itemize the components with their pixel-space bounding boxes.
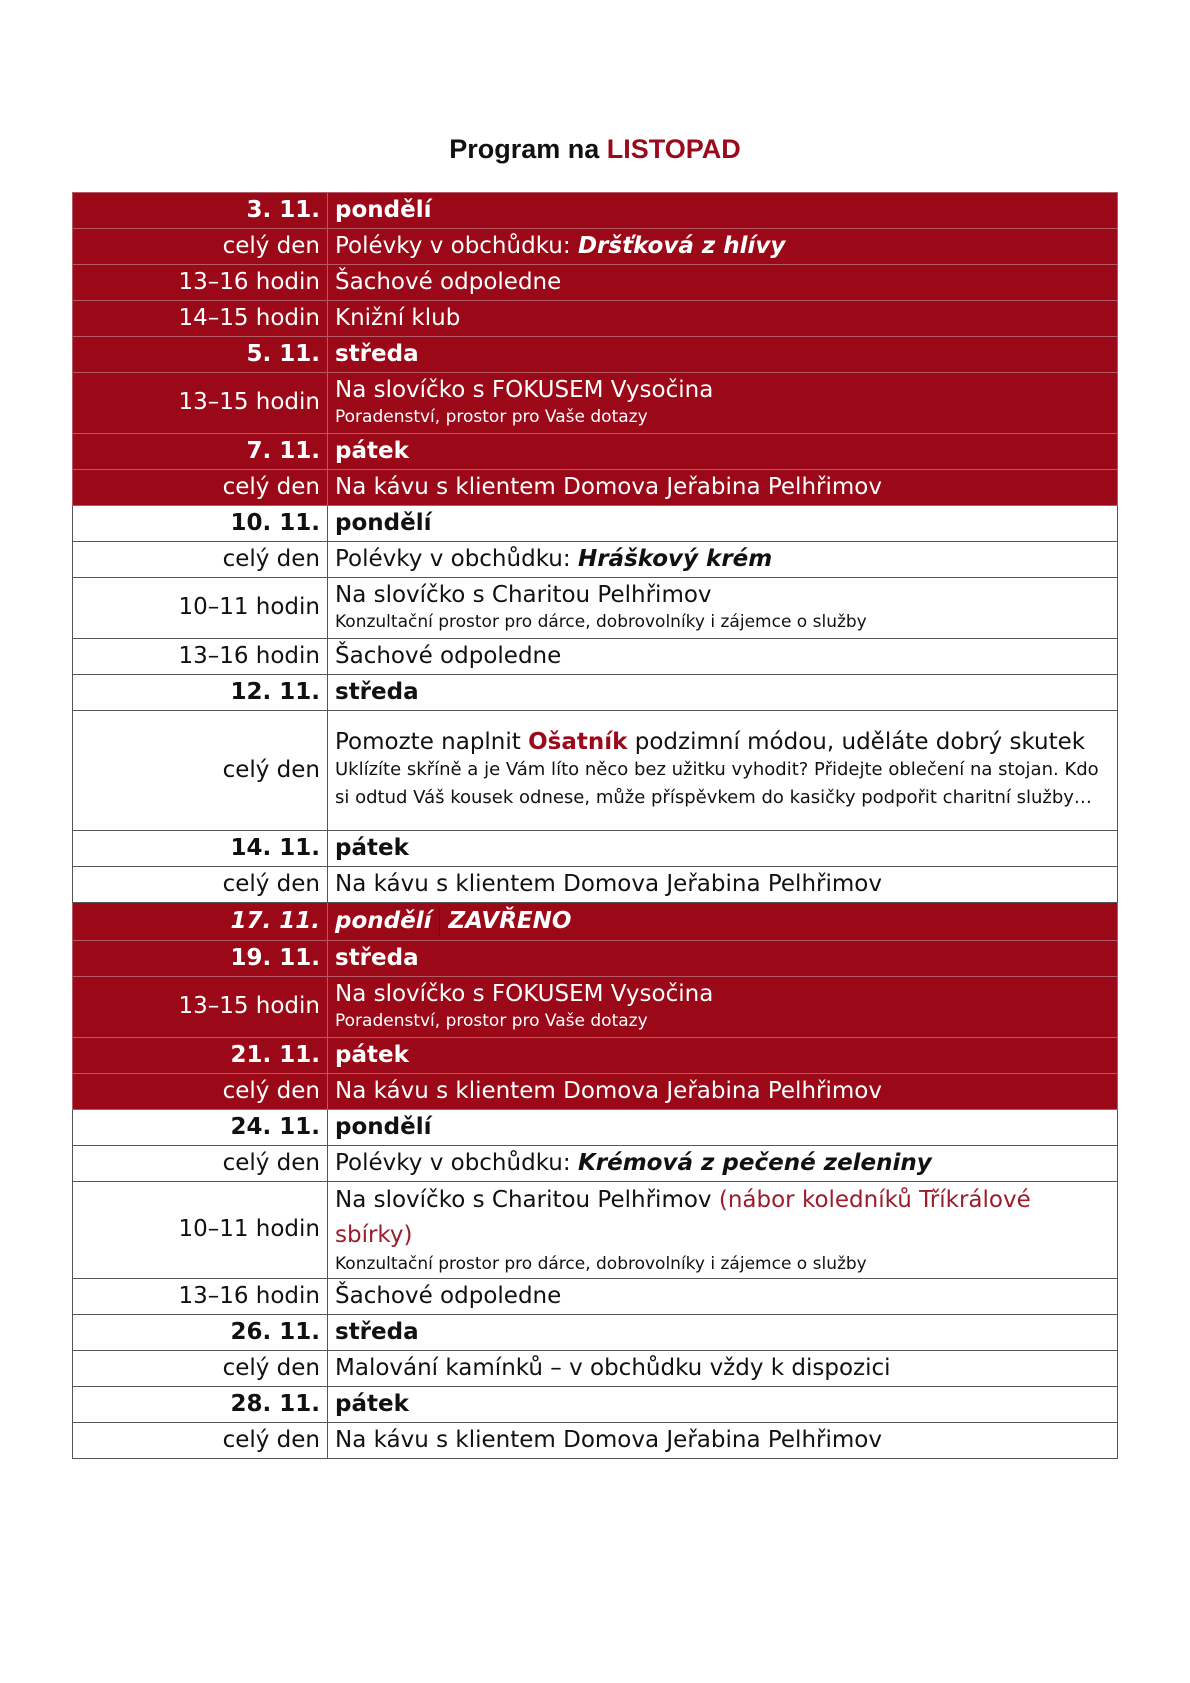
page-title: [0, 134, 1190, 165]
event-cell: [328, 977, 1118, 1038]
table-row-event: [73, 1146, 1118, 1182]
date-cell: 10. 11.: [73, 506, 328, 542]
brand-name: Ošatník: [528, 728, 628, 755]
weekday-cell: [328, 903, 1118, 941]
table-row-day-header: [73, 193, 1118, 229]
time-cell: celý den: [73, 542, 328, 578]
event-title: Na slovíčko s FOKUSEM Vysočina: [335, 377, 714, 403]
program-table: [72, 192, 1118, 1459]
weekday-cell: středa: [328, 675, 1118, 711]
event-prefix: Polévky v obchůdku:: [335, 1149, 571, 1176]
time-cell: 13–15 hodin: [73, 373, 328, 434]
table-row-day-header: [73, 1315, 1118, 1351]
date-cell: 28. 11.: [73, 1387, 328, 1423]
event-title: Na slovíčko s FOKUSEM Vysočina: [335, 981, 714, 1007]
weekday-cell: středa: [328, 941, 1118, 977]
weekday-cell: pondělí: [328, 193, 1118, 229]
table-row-event: [73, 711, 1118, 831]
weekday-cell: pátek: [328, 831, 1118, 867]
time-cell: celý den: [73, 470, 328, 506]
table-row-event: [73, 1182, 1118, 1279]
table-row-day-header: [73, 434, 1118, 470]
event-cell: [328, 229, 1118, 265]
event-highlight: (nábor koledníků Tříkrálové sbírky): [335, 1187, 1031, 1248]
time-cell: celý den: [73, 867, 328, 903]
event-cell: Knižní klub: [328, 301, 1118, 337]
time-cell: 13–16 hodin: [73, 639, 328, 675]
event-cell: [328, 578, 1118, 639]
event-cell: Na kávu s klientem Domova Jeřabina Pelhřimov: [328, 1423, 1118, 1459]
event-cell: [328, 542, 1118, 578]
event-text-after: podzimní módou, uděláte dobrý skutek: [634, 728, 1086, 755]
date-cell: 12. 11.: [73, 675, 328, 711]
event-cell: [328, 1146, 1118, 1182]
closed-status: ZAVŘENO: [448, 907, 572, 934]
table-row-day-header: [73, 337, 1118, 373]
date-cell: 14. 11.: [73, 831, 328, 867]
table-row-event: [73, 265, 1118, 301]
time-cell: celý den: [73, 1351, 328, 1387]
soup-name: Krémová z pečené zeleniny: [577, 1149, 932, 1176]
date-cell: 7. 11.: [73, 434, 328, 470]
time-cell: 13–15 hodin: [73, 977, 328, 1038]
time-cell: 10–11 hodin: [73, 578, 328, 639]
event-subtitle: Konzultační prostor pro dárce, dobrovolníky i zájemce o služby: [335, 611, 867, 632]
event-cell: [328, 373, 1118, 434]
table-row-day-header: [73, 1110, 1118, 1146]
table-row-closed-day: [73, 903, 1118, 941]
table-row-day-header: [73, 1387, 1118, 1423]
event-text: Na slovíčko s Charitou Pelhřimov: [335, 1187, 712, 1214]
table-row-event: [73, 542, 1118, 578]
table-row-day-header: [73, 506, 1118, 542]
table-row-event: [73, 1279, 1118, 1315]
event-subtitle: Poradenství, prostor pro Vaše dotazy: [335, 1010, 648, 1031]
event-prefix: Polévky v obchůdku:: [335, 232, 571, 259]
date-cell: 21. 11.: [73, 1038, 328, 1074]
date-cell: 5. 11.: [73, 337, 328, 373]
time-cell: 13–16 hodin: [73, 1279, 328, 1315]
event-cell: Na kávu s klientem Domova Jeřabina Pelhřimov: [328, 1074, 1118, 1110]
weekday-cell: pátek: [328, 1387, 1118, 1423]
event-cell: Šachové odpoledne: [328, 1279, 1118, 1315]
table-row-event: [73, 229, 1118, 265]
weekday-cell: středa: [328, 337, 1118, 373]
table-row-event: [73, 639, 1118, 675]
time-cell: celý den: [73, 1146, 328, 1182]
table-row-event: [73, 1423, 1118, 1459]
date-cell: 26. 11.: [73, 1315, 328, 1351]
event-cell: [328, 711, 1118, 831]
time-cell: celý den: [73, 229, 328, 265]
weekday-cell: pondělí: [328, 506, 1118, 542]
event-subtitle: Konzultační prostor pro dárce, dobrovolníky i zájemce o služby: [335, 1254, 867, 1275]
event-subtitle: Poradenství, prostor pro Vaše dotazy: [335, 406, 648, 427]
event-cell: [328, 1182, 1118, 1279]
date-cell: 24. 11.: [73, 1110, 328, 1146]
table-row-event: [73, 1351, 1118, 1387]
time-cell: celý den: [73, 1423, 328, 1459]
event-cell: Na kávu s klientem Domova Jeřabina Pelhřimov: [328, 867, 1118, 903]
weekday-cell: středa: [328, 1315, 1118, 1351]
title-prefix: Program na: [449, 134, 600, 164]
table-row-event: [73, 1074, 1118, 1110]
event-cell: Šachové odpoledne: [328, 639, 1118, 675]
table-row-event: [73, 470, 1118, 506]
date-cell: 17. 11.: [73, 903, 328, 941]
soup-name: Dršťková z hlívy: [577, 232, 786, 259]
closed-weekday: pondělí: [335, 908, 440, 936]
event-title: Na slovíčko s Charitou Pelhřimov: [335, 582, 712, 608]
title-month: LISTOPAD: [606, 134, 741, 164]
table-row-event: [73, 867, 1118, 903]
time-cell: celý den: [73, 711, 328, 831]
event-text-before: Pomozte naplnit: [335, 728, 521, 755]
time-cell: 14–15 hodin: [73, 301, 328, 337]
event-cell: Malování kamínků – v obchůdku vždy k dispozici: [328, 1351, 1118, 1387]
event-description: Uklízíte skříně a je Vám líto něco bez užitku vyhodit? Přidejte oblečení na stojan. Kdo si odtud Váš kousek odnese, může příspěvkem do kasičky podpořit charitní služby…: [335, 759, 1099, 809]
table-row-day-header: [73, 675, 1118, 711]
weekday-cell: pátek: [328, 1038, 1118, 1074]
weekday-cell: pondělí: [328, 1110, 1118, 1146]
time-cell: 10–11 hodin: [73, 1182, 328, 1279]
event-title: [335, 729, 1110, 757]
time-cell: celý den: [73, 1074, 328, 1110]
table-row-event: [73, 977, 1118, 1038]
event-cell: Na kávu s klientem Domova Jeřabina Pelhřimov: [328, 470, 1118, 506]
table-row-day-header: [73, 941, 1118, 977]
event-title: [335, 1183, 1110, 1252]
weekday-cell: pátek: [328, 434, 1118, 470]
date-cell: 19. 11.: [73, 941, 328, 977]
table-row-day-header: [73, 1038, 1118, 1074]
event-prefix: Polévky v obchůdku:: [335, 545, 571, 572]
date-cell: 3. 11.: [73, 193, 328, 229]
table-row-event: [73, 301, 1118, 337]
soup-name: Hráškový krém: [577, 545, 773, 572]
time-cell: 13–16 hodin: [73, 265, 328, 301]
table-row-day-header: [73, 831, 1118, 867]
table-row-event: [73, 578, 1118, 639]
event-cell: Šachové odpoledne: [328, 265, 1118, 301]
table-row-event: [73, 373, 1118, 434]
